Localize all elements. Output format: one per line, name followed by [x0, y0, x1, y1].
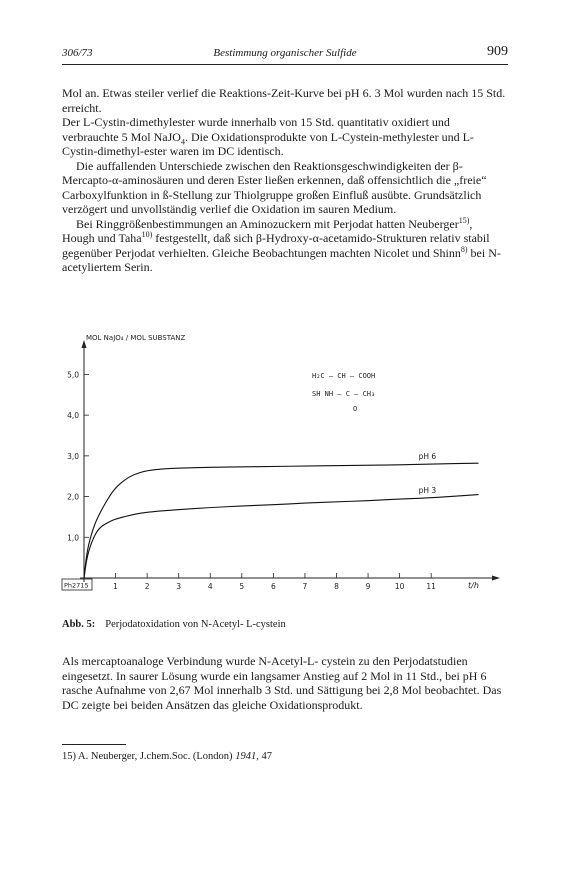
text-upper [62, 86, 508, 275]
series-label-ph3: pH 3 [418, 486, 437, 496]
x-tick-label: 3 [176, 582, 182, 591]
series-line-ph3 [84, 495, 479, 578]
x-tick-label: 2 [144, 582, 150, 591]
paragraph-5: Als mercaptoanaloge Verbindung wurde N-Acetyl-L- cystein zu den Perjodatstudien eingesetzt. In saurer Lösung wurde ein langsamer Anstieg auf 2 Mol in 11 Std., bei pH 6 rasche Aufnahme von 2,67 Mol innerhalb 3 Std. und Sättigung bei 2,8 Mol beobachtet. Das DC zeigte bei beiden Ansätzen das gleiche Oxidationsprodukt. [62, 654, 502, 712]
chart-ylabel: MOL NaJO₄ / MOL SUBSTANZ [86, 334, 186, 342]
structure-line-3: O [353, 405, 358, 413]
structure-line-1: H₂C — CH — COOH [312, 372, 376, 380]
reaction-time-chart [56, 330, 516, 610]
x-tick-label: 11 [426, 582, 436, 591]
journal-ref: 306/73 [62, 47, 93, 59]
x-tick-label: 9 [365, 582, 371, 591]
caption-text: Perjodatoxidation von N-Acetyl- L-cystein [105, 619, 286, 630]
chart-axes [80, 340, 500, 582]
y-tick-label: 5,0 [67, 370, 79, 380]
structure-formula [312, 372, 375, 413]
paragraph-4: Bei Ringgrößenbestimmungen an Aminozuckern mit Perjodat hatten Neuberger$^{15)}$, Hough und Taha$^{10)}$ festgestellt, daß sich β-Hydroxy-α-acetamido-Strukturen relativ stabil gegenüber Perjodat verhielten. Gleiche Beobachtungen machten Nicolet und Shinn$^{8)}$ bei N-acetyliertem Serin. [62, 215, 501, 274]
caption-label: Abb. 5: [62, 619, 96, 630]
series-line-ph6 [84, 463, 479, 578]
figure-id: Ph2715 [64, 581, 89, 590]
figure-id-box [62, 579, 92, 590]
series-label-ph6: pH 6 [418, 451, 437, 461]
chart-xlabel: t/h [468, 581, 479, 590]
y-tick-label: 3,0 [67, 451, 79, 461]
x-tick-label: 8 [334, 582, 339, 591]
x-tick-label: 10 [394, 582, 405, 591]
paragraph-3: Die auffallenden Unterschiede zwischen den Reaktionsgeschwindigkeiten der β-Mercapto-α-aminosäuren und deren Ester ließen erkennen, daß offensichtlich die „freie“ Carboxylfunktion in ß-Stellung zur Thiolgruppe großen Einfluß ausübte. Grundsätzlich verzögert und unvollständig verlief die Oxidation im sauren Medium. [62, 158, 487, 216]
paragraph-1: Mol an. Etwas steiler verlief die Reaktions-Zeit-Kurve bei pH 6. 3 Mol wurden nach 15 Std. erreicht. [62, 86, 506, 115]
chart-ticks [67, 370, 436, 591]
running-header [62, 44, 508, 65]
paragraph-2: Der L-Cystin-dimethylester wurde innerhalb von 15 Std. quantitativ oxidiert und verbrauchte 5 Mol NaJO$_4$. Die Oxidationsprodukte von L-Cystein-methylester und L-Cystin-dimethyl-ester waren im DC identisch. [62, 115, 474, 158]
x-tick-label: 4 [207, 582, 213, 591]
text-lower [62, 654, 508, 712]
structure-line-2: SH NH — C — CH₃ [312, 390, 376, 398]
x-tick-label: 5 [239, 582, 245, 591]
x-tick-label: 1 [113, 582, 118, 591]
citation-15: 15) [458, 215, 470, 225]
header-title: Bestimmung organischer Sulfide [213, 47, 357, 59]
x-tick-label: 6 [270, 582, 276, 591]
chart-series [84, 452, 479, 578]
x-axis-arrow [492, 576, 500, 581]
y-tick-label: 2,0 [67, 492, 79, 502]
figure-caption [62, 619, 286, 630]
y-tick-label: 1,0 [67, 533, 79, 543]
x-tick-label: 7 [302, 582, 308, 591]
y-tick-label: 4,0 [67, 411, 79, 421]
citation-8: 8) [460, 244, 468, 254]
page-number: 909 [487, 44, 508, 59]
citation-10: 10) [141, 230, 153, 239]
footnote-divider [62, 744, 126, 745]
footnote: 15) A. Neuberger, J.chem.Soc. (London) 1941, 47 [62, 751, 272, 762]
